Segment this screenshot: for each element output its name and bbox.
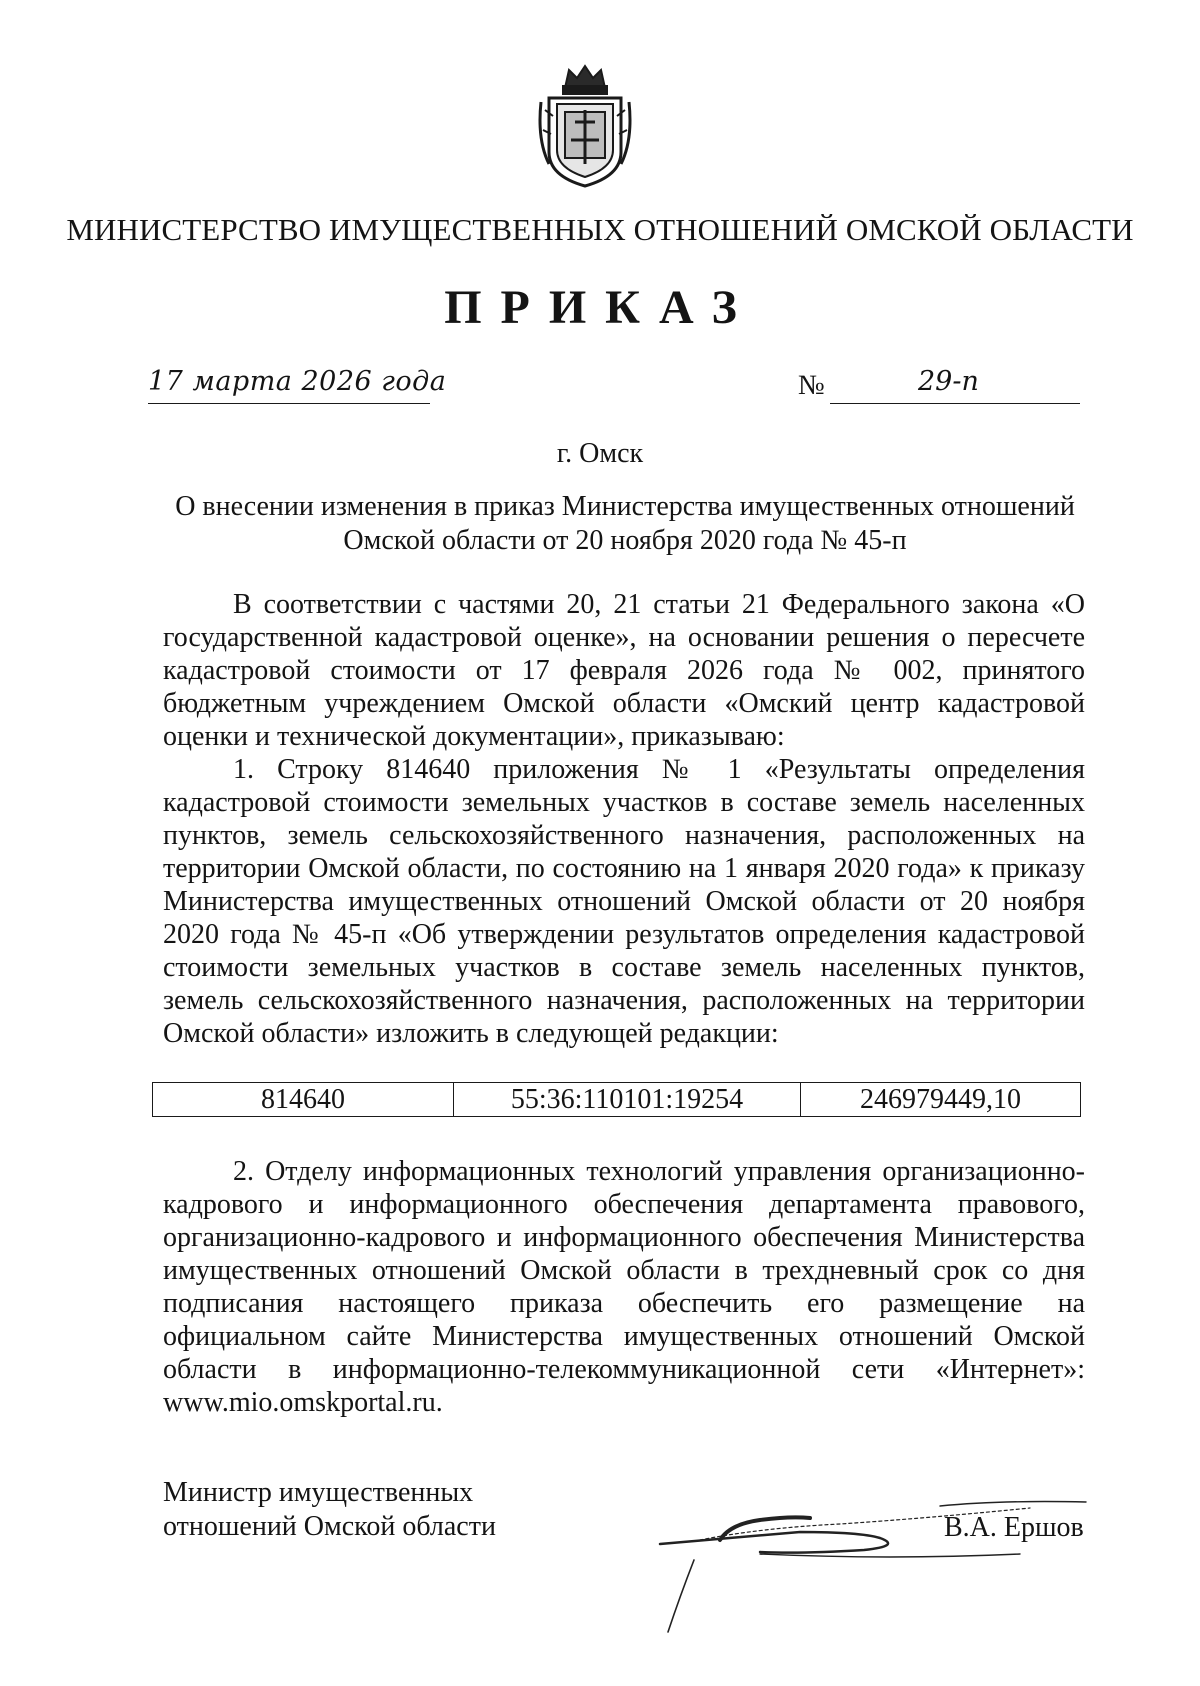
table-cell-cadastral-number: 55:36:110101:19254 — [454, 1083, 801, 1117]
ministry-name: МИНИСТЕРСТВО ИМУЩЕСТВЕННЫХ ОТНОШЕНИЙ ОМСКОЙ ОБЛАСТИ — [66, 212, 1134, 247]
order-number: 29-п — [918, 366, 979, 397]
document-type-title: ПРИКАЗ — [444, 281, 756, 334]
body-section-1 — [163, 588, 1085, 1050]
table-cell-cadastral-value: 246979449,10 — [801, 1083, 1081, 1117]
body-section-2 — [163, 1155, 1085, 1419]
position-line-1: Министр имущественных — [163, 1477, 474, 1508]
signatory-position — [163, 1476, 496, 1544]
number-underline — [830, 403, 1080, 404]
order-subject: О внесении изменения в приказ Министерства имущественных отношений Омской области от 20 ноября 2020 года № 45-п — [175, 491, 1075, 556]
signature-icon — [640, 1480, 1100, 1645]
order-date: 17 марта 2026 года — [148, 366, 447, 397]
item-2-paragraph: 2. Отделу информационных технологий управления организационно-кадрового и информационного обеспечения департамента правового, организационно-кадрового и информационного обеспечения Министерства имущественных отношений Омской области в трехдневный срок со дня подписания настоящего приказа обеспечить его размещение на официальном сайте Министерства имущественных отношений Омской области в информационно-телекоммуникационной сети «Интернет»: www.mio.omskportal.ru. — [163, 1156, 1085, 1418]
order-number-label: № — [798, 370, 825, 401]
position-line-2: отношений Омской области — [163, 1511, 496, 1542]
table-cell-row-number: 814640 — [153, 1083, 454, 1117]
table-row — [153, 1083, 1081, 1117]
item-1-paragraph: 1. Строку 814640 приложения № 1 «Результаты определения кадастровой стоимости земельных участков в составе земель населенных пунктов, земель сельскохозяйственного назначения, расположенных на территории Омской области, по состоянию на 1 января 2020 года» к приказу Министерства имущественных отношений Омской области от 20 ноября 2020 года № 45-п «Об утверждении результатов определения кадастровой стоимости земельных участков в составе земель населенных пунктов, земель сельскохозяйственного назначения, расположенных на территории Омской области» изложить в следующей редакции: — [163, 754, 1085, 1049]
date-underline — [148, 403, 430, 404]
city: г. Омск — [556, 438, 644, 469]
coat-of-arms-icon — [535, 60, 635, 190]
cadastral-value-table — [152, 1082, 1081, 1117]
signatory-name: В.А. Ершов — [944, 1512, 1084, 1543]
intro-paragraph: В соответствии с частями 20, 21 статьи 21 Федерального закона «О государственной кадастровой оценке», на основании решения о пересчете кадастровой стоимости от 17 февраля 2026 года № 002, принятого бюджетным учреждением Омской области «Омский центр кадастровой оценки и технической документации», приказываю: — [163, 589, 1085, 752]
